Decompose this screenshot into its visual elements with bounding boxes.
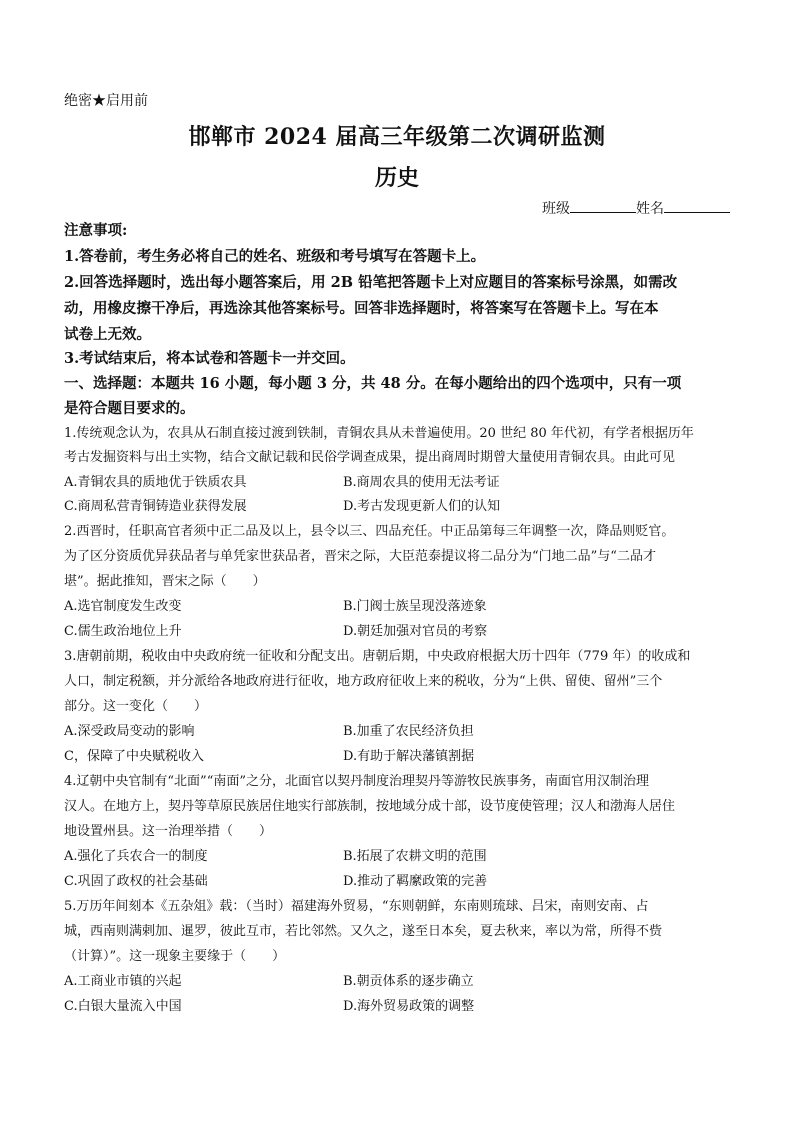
note-line: 2.回答选择题时，选出每小题答案后，用 2B 铅笔把答题卡上对应题目的答案标号涂黑，如需改 <box>64 274 678 291</box>
question-2-option-a: A.选官制度发生改变 <box>64 599 182 614</box>
question-5-option-a: A.工商业市镇的兴起 <box>64 974 182 989</box>
question-3-option-d: D.有助于解决藩镇割据 <box>343 749 475 764</box>
question-1-text: 考古发掘资料与出土实物，结合文献记载和民俗学调查成果，提出商周时期曾大量使用青铜农具。由此可见 <box>64 450 676 465</box>
question-3-option-b: B.加重了农民经济负担 <box>343 724 474 739</box>
note-line: 试卷上无效。 <box>64 326 151 343</box>
note-line: 1.答卷前，考生务必将自己的姓名、班级和考号填写在答题卡上。 <box>64 248 486 265</box>
question-2-text: 为了区分资质优异获品者与单凭家世获品者，晋宋之际，大臣范泰提议将二品分为“门地二品”与“二品才 <box>64 549 656 564</box>
question-2-option-c: C.儒生政治地位上升 <box>64 624 182 639</box>
question-5-option-b: B.朝贡体系的逐步确立 <box>343 974 474 989</box>
question-3-option-c: C，保障了中央赋税收入 <box>64 749 204 764</box>
class-name-fields <box>542 198 730 218</box>
question-4-option-d: D.推动了羁縻政策的完善 <box>343 874 488 889</box>
question-2-text: 2.西晋时，任职高官者须中正二品及以上，县令以三、四品充任。中正品第每三年调整一次，降品则贬官。 <box>64 524 675 539</box>
question-5-option-c: C.白银大量流入中国 <box>64 999 182 1014</box>
notes-title: 注意事项: <box>64 222 128 239</box>
section-heading: 一、选择题：本题共 16 小题，每小题 3 分，共 48 分。在每小题给出的四个选项中，只有一项 <box>64 375 682 392</box>
question-5-text: 城，西南则满剌加、暹罗，彼此互市，若比邻然。又久之，遂至日本矣，夏去秋来，率以为常，所得不赀 <box>64 924 663 939</box>
question-2-text: 堪”。据此推知，晋宋之际（ ） <box>64 574 266 589</box>
question-3-text: 3.唐朝前期，税收由中央政府统一征收和分配支出。唐朝后期，中央政府根据大历十四年（779 年）的收成和 <box>64 649 691 664</box>
question-3-text: 人口，制定税额，并分派给各地政府进行征收，地方政府征收上来的税收，分为“上供、留使、留州”三个 <box>64 674 663 689</box>
exam-title: 邯郸市 2024 届高三年级第二次调研监测 <box>188 124 606 150</box>
question-4-option-c: C.巩固了政权的社会基础 <box>64 874 208 889</box>
question-3-option-a: A.深受政局变动的影响 <box>64 724 195 739</box>
question-5-text: （计算）”。这一现象主要缘于（ ） <box>64 949 286 964</box>
section-heading: 是符合题目要求的。 <box>64 400 195 417</box>
name-label: 姓名 <box>636 201 664 217</box>
question-4-option-b: B.拓展了农耕文明的范围 <box>343 849 487 864</box>
question-5-text: 5.万历年间刻本《五杂俎》载：（当时）福建海外贸易，“东则朝鲜，东南则琉球、吕宋，南则安南、占 <box>64 899 649 914</box>
question-4-option-a: A.强化了兵农合一的制度 <box>64 849 208 864</box>
confidential-label: 绝密★启用前 <box>64 93 148 109</box>
name-blank <box>664 200 730 213</box>
note-line: 动，用橡皮擦干净后，再选涂其他答案标号。回答非选择题时，将答案写在答题卡上。写在本 <box>64 300 659 317</box>
question-1-option-c: C.商周私营青铜铸造业获得发展 <box>64 499 247 514</box>
question-2-option-b: B.门阀士族呈现没落迹象 <box>343 599 487 614</box>
question-1-option-a: A.青铜农具的质地优于铁质农具 <box>64 475 247 490</box>
class-label: 班级 <box>542 201 570 217</box>
question-1-option-b: B.商周农具的使用无法考证 <box>343 475 500 490</box>
question-2-option-d: D.朝廷加强对官员的考察 <box>343 624 488 639</box>
exam-subject: 历史 <box>374 165 419 191</box>
question-5-option-d: D.海外贸易政策的调整 <box>343 999 475 1014</box>
question-1-option-d: D.考古发现更新人们的认知 <box>343 499 501 514</box>
question-4-text: 地设置州县。这一治理举措（ ） <box>64 824 273 839</box>
question-1-text: 1.传统观念认为，农具从石制直接过渡到铁制，青铜农具从未普遍使用。20 世纪 80 年代初，有学者根据历年 <box>64 426 694 441</box>
note-line: 3.考试结束后，将本试卷和答题卡一并交回。 <box>64 350 355 367</box>
question-4-text: 4.辽朝中央官制有“北面”“南面”之分，北面官以契丹制度治理契丹等游牧民族事务，南面官用汉制治理 <box>64 774 649 789</box>
question-3-text: 部分。这一变化（ ） <box>64 699 208 714</box>
class-blank <box>570 200 636 213</box>
question-4-text: 汉人。在地方上，契丹等草原民族居住地实行部族制，按地域分成十部，设节度使管理；汉人和渤海人居住 <box>64 799 676 814</box>
